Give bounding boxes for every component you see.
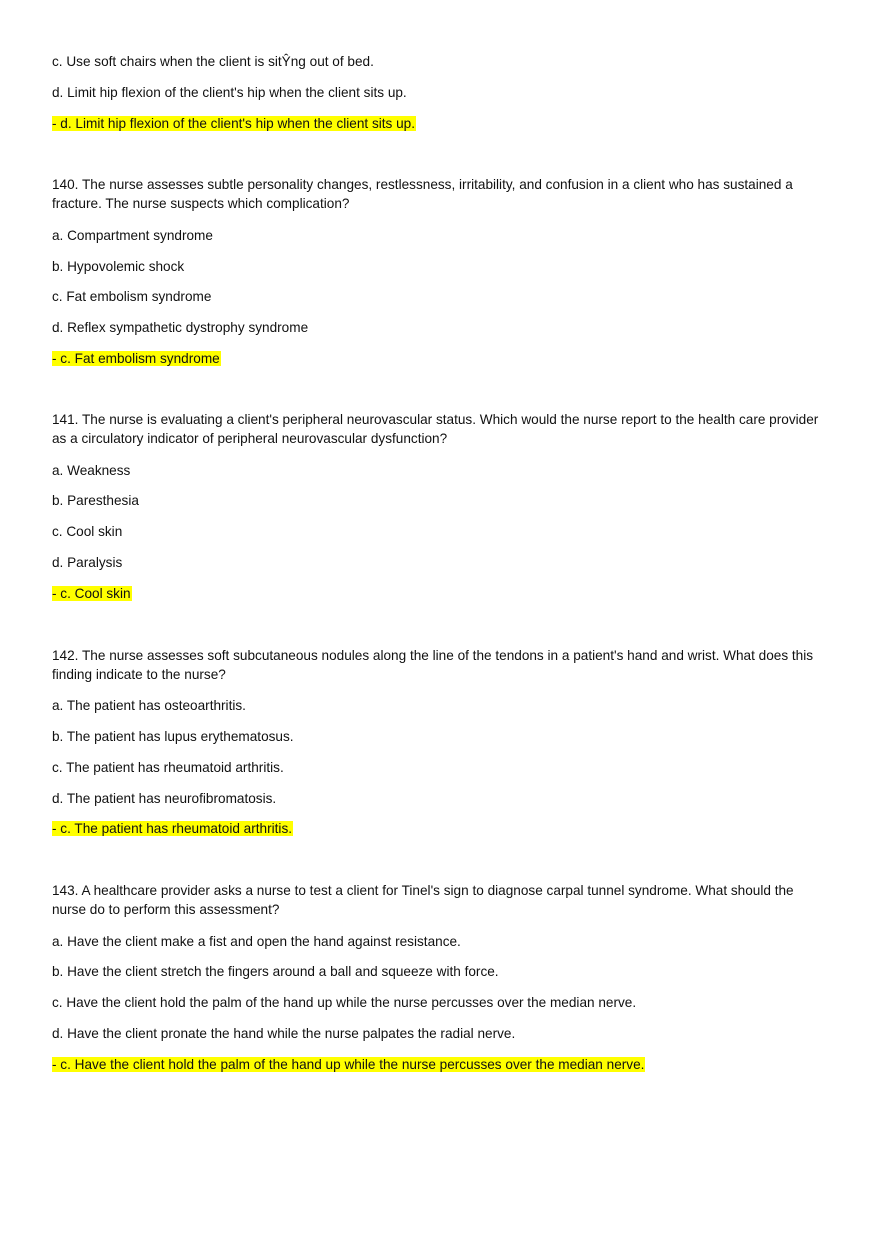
answer-line [52, 819, 293, 838]
option-d: d. Reflex sympathetic dystrophy syndrome [52, 320, 309, 335]
answer-highlight: - c. Fat embolism syndrome [52, 351, 220, 366]
question-141-text: 141. The nurse is evaluating a client's peripheral neurovascular status. Which would the nurse report to the health care provider as a circulatory indicator of peripheral neurovascular dysfunction? [52, 412, 819, 446]
question-143-text: 143. A healthcare provider asks a nurse to test a client for Tinel's sign to diagnose carpal tunnel syndrome. What should the nurse do to perform this assessment? [52, 883, 794, 917]
answer-highlight: - c. Cool skin [52, 586, 131, 601]
option-d: d. Have the client pronate the hand while the nurse palpates the radial nerve. [52, 1026, 516, 1041]
answer-highlight: - c. Have the client hold the palm of the hand up while the nurse percusses over the median nerve. [52, 1057, 645, 1072]
option-c: c. Cool skin [52, 524, 123, 539]
option-c: c. Fat embolism syndrome [52, 289, 212, 304]
answer-line [52, 584, 132, 603]
option-d: d. Limit hip flexion of the client's hip when the client sits up. [52, 85, 407, 100]
option-b: b. Paresthesia [52, 493, 139, 508]
question-140-text: 140. The nurse assesses subtle personality changes, restlessness, irritability, and confusion in a client who has sustained a fracture. The nurse suspects which complication? [52, 177, 793, 211]
option-d: d. The patient has neurofibromatosis. [52, 791, 277, 806]
option-a: a. Weakness [52, 463, 131, 478]
option-b: b. Hypovolemic shock [52, 259, 185, 274]
option-c: c. Have the client hold the palm of the hand up while the nurse percusses over the median nerve. [52, 995, 637, 1010]
question-142-text: 142. The nurse assesses soft subcutaneous nodules along the line of the tendons in a patient's hand and wrist. What does this finding indicate to the nurse? [52, 648, 814, 682]
option-b: b. Have the client stretch the fingers around a ball and squeeze with force. [52, 964, 499, 979]
option-c: c. Use soft chairs when the client is sitŶng out of bed. [52, 54, 374, 69]
answer-highlight: - c. The patient has rheumatoid arthritis. [52, 821, 293, 836]
answer-highlight: - d. Limit hip flexion of the client's hip when the client sits up. [52, 116, 416, 131]
option-c: c. The patient has rheumatoid arthritis. [52, 760, 284, 775]
option-a: a. Compartment syndrome [52, 228, 213, 243]
option-d: d. Paralysis [52, 555, 123, 570]
option-b: b. The patient has lupus erythematosus. [52, 729, 294, 744]
answer-line [52, 349, 221, 368]
answer-line [52, 1055, 645, 1074]
answer-line [52, 114, 416, 133]
option-a: a. The patient has osteoarthritis. [52, 698, 246, 713]
option-a: a. Have the client make a fist and open the hand against resistance. [52, 934, 461, 949]
